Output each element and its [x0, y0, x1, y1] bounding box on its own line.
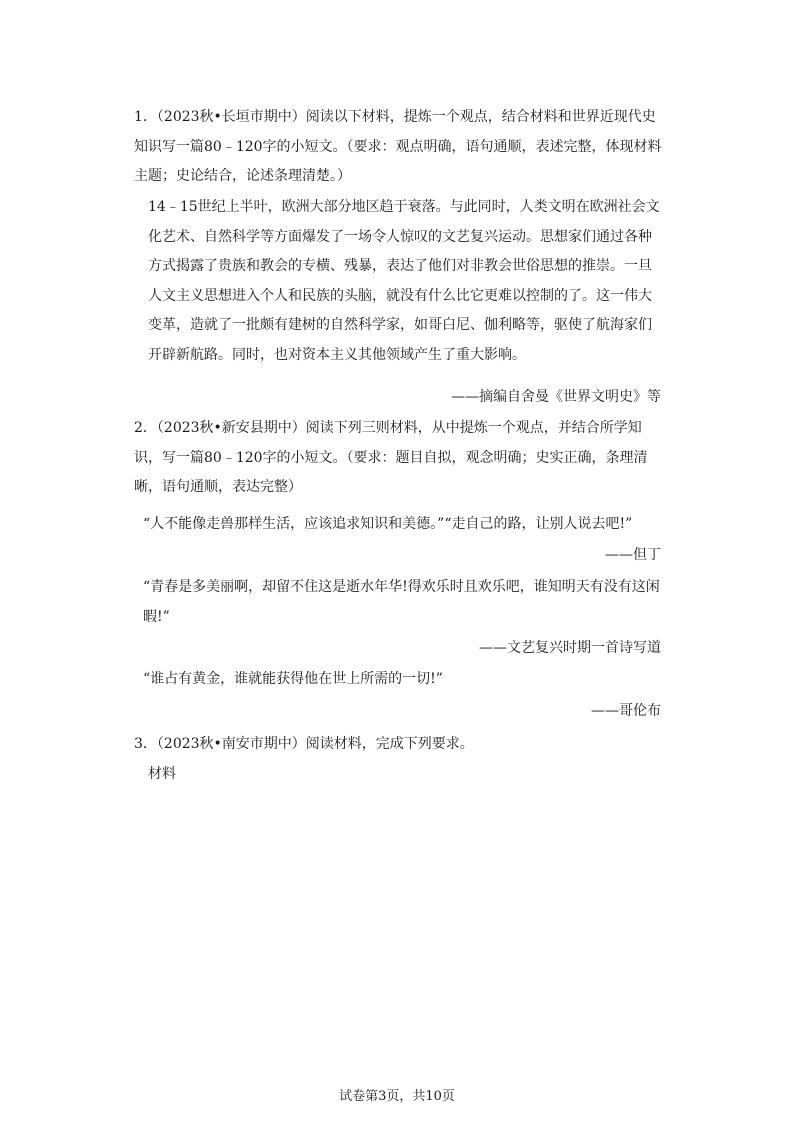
question-3-number: 3． — [134, 736, 157, 752]
question-2-prompt-text: （2023秋•新安县期中）阅读下列三则材料，从中提炼一个观点，并结合所学知识，写一篇80﹣120字的小短文。（要求：题目自拟，观念明确；史实正确，条理清晰，语句通顺，表达完整） — [134, 420, 648, 495]
question-1-prompt-text: （2023秋•长垣市期中）阅读以下材料，提炼一个观点，结合材料和世界近现代史知识写一篇80﹣120字的小短文。（要求：观点明确，语句通顺，表述完整，体现材料主题；史论结合，论述条理清楚。） — [134, 109, 662, 184]
question-1-material: 14﹣15世纪上半叶，欧洲大部分地区趋于衰落。与此同时，人类文明在欧洲社会文化艺术、自然科学等方面爆发了一场令人惊叹的文艺复兴运动。思想家们通过各种方式揭露了贵族和教会的专横、残暴，表达了他们对非教会世俗思想的推崇。一旦人文主义思想进入个人和民族的头脑，就没有什么比它更难以控制的了。这一伟大变革，造就了一批颇有建树的自然科学家，如哥白尼、伽利略等，驱使了航海家们开辟新航路。同时，也对资本主义其他领域产生了重大影响。 — [148, 199, 660, 363]
question-3-material-label: 材料 — [148, 766, 176, 782]
question-1-number: 1． — [134, 109, 157, 125]
question-3-prompt — [134, 730, 662, 760]
question-2-prompt — [134, 414, 662, 503]
question-2-quote-1-source: ——但丁 — [605, 547, 661, 563]
question-2-quote-1: “人不能像走兽那样生活，应该追求知识和美德。”“走自己的路，让别人说去吧!” — [143, 516, 633, 532]
question-1-source: ——摘编自舍曼《世界文明史》等 — [451, 389, 661, 405]
question-1-prompt — [134, 103, 662, 192]
page-footer: 试卷第3页，共10页 — [339, 1089, 455, 1104]
question-3-prompt-text: （2023秋•南安市期中）阅读材料，完成下列要求。 — [156, 736, 474, 752]
question-2-quote-3: “谁占有黄金，谁就能获得他在世上所需的一切!” — [143, 671, 443, 687]
question-2-number: 2． — [134, 420, 157, 436]
question-2-quote-3-source: ——哥伦布 — [591, 703, 661, 719]
question-2-quote-2: “青春是多美丽啊，却留不住这是逝水年华!得欢乐时且欢乐吧，谁知明天有没有这闲暇!” — [143, 579, 660, 625]
question-2-quote-2-source: ——文艺复兴时期一首诗写道 — [479, 640, 661, 656]
